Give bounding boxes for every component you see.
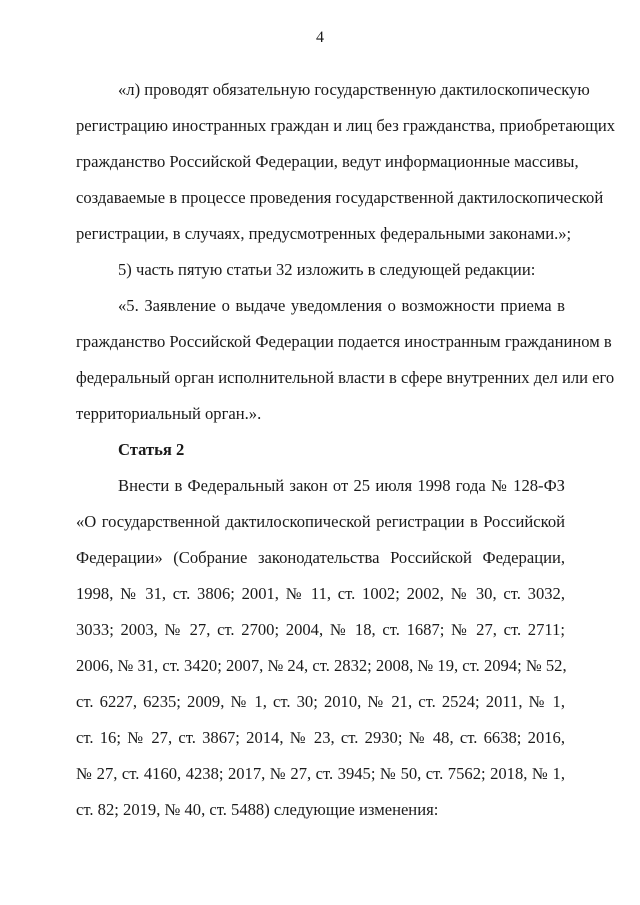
article-line: ст. 6227, 6235; 2009, № 1, ст. 30; 2010, № 21, ст. 2524; 2011, № 1, bbox=[76, 692, 565, 711]
paragraph-line: 5) часть пятую статьи 32 изложить в следующей редакции: bbox=[118, 260, 536, 279]
article-line: № 27, ст. 4160, 4238; 2017, № 27, ст. 3945; № 50, ст. 7562; 2018, № 1, bbox=[76, 764, 565, 783]
paragraph-line: «5. Заявление о выдаче уведомления о возможности приема в bbox=[118, 296, 565, 315]
paragraph-line: федеральный орган исполнительной власти в сфере внутренних дел или его bbox=[76, 368, 615, 387]
article-line: Федерации» (Собрание законодательства Российской Федерации, bbox=[76, 548, 565, 567]
article-line: 2006, № 31, ст. 3420; 2007, № 24, ст. 2832; 2008, № 19, ст. 2094; № 52, bbox=[76, 656, 567, 675]
article-line: 3033; 2003, № 27, ст. 2700; 2004, № 18, ст. 1687; № 27, ст. 2711; bbox=[76, 620, 565, 639]
paragraph-line: регистрации, в случаях, предусмотренных федеральными законами.»; bbox=[76, 224, 572, 243]
paragraph-line: гражданство Российской Федерации, ведут информационные массивы, bbox=[76, 152, 579, 171]
article-line: «О государственной дактилоскопической регистрации в Российской bbox=[76, 512, 565, 531]
paragraph-line: территориальный орган.». bbox=[76, 404, 262, 423]
article-line: ст. 82; 2019, № 40, ст. 5488) следующие изменения: bbox=[76, 800, 439, 819]
page-number: 4 bbox=[316, 29, 324, 46]
article-line: ст. 16; № 27, ст. 3867; 2014, № 23, ст. 2930; № 48, ст. 6638; 2016, bbox=[76, 728, 565, 747]
article-heading: Статья 2 bbox=[118, 440, 185, 459]
paragraph-line: «л) проводят обязательную государственную дактилоскопическую bbox=[118, 80, 590, 99]
paragraph-line: создаваемые в процессе проведения государственной дактилоскопической bbox=[76, 188, 604, 207]
paragraph-line: регистрацию иностранных граждан и лиц без гражданства, приобретающих bbox=[76, 116, 616, 135]
article-line: 1998, № 31, ст. 3806; 2001, № 11, ст. 1002; 2002, № 30, ст. 3032, bbox=[76, 584, 565, 603]
paragraph-line: гражданство Российской Федерации подается иностранным гражданином в bbox=[76, 332, 612, 351]
article-line: Внести в Федеральный закон от 25 июля 1998 года № 128-ФЗ bbox=[118, 476, 565, 495]
